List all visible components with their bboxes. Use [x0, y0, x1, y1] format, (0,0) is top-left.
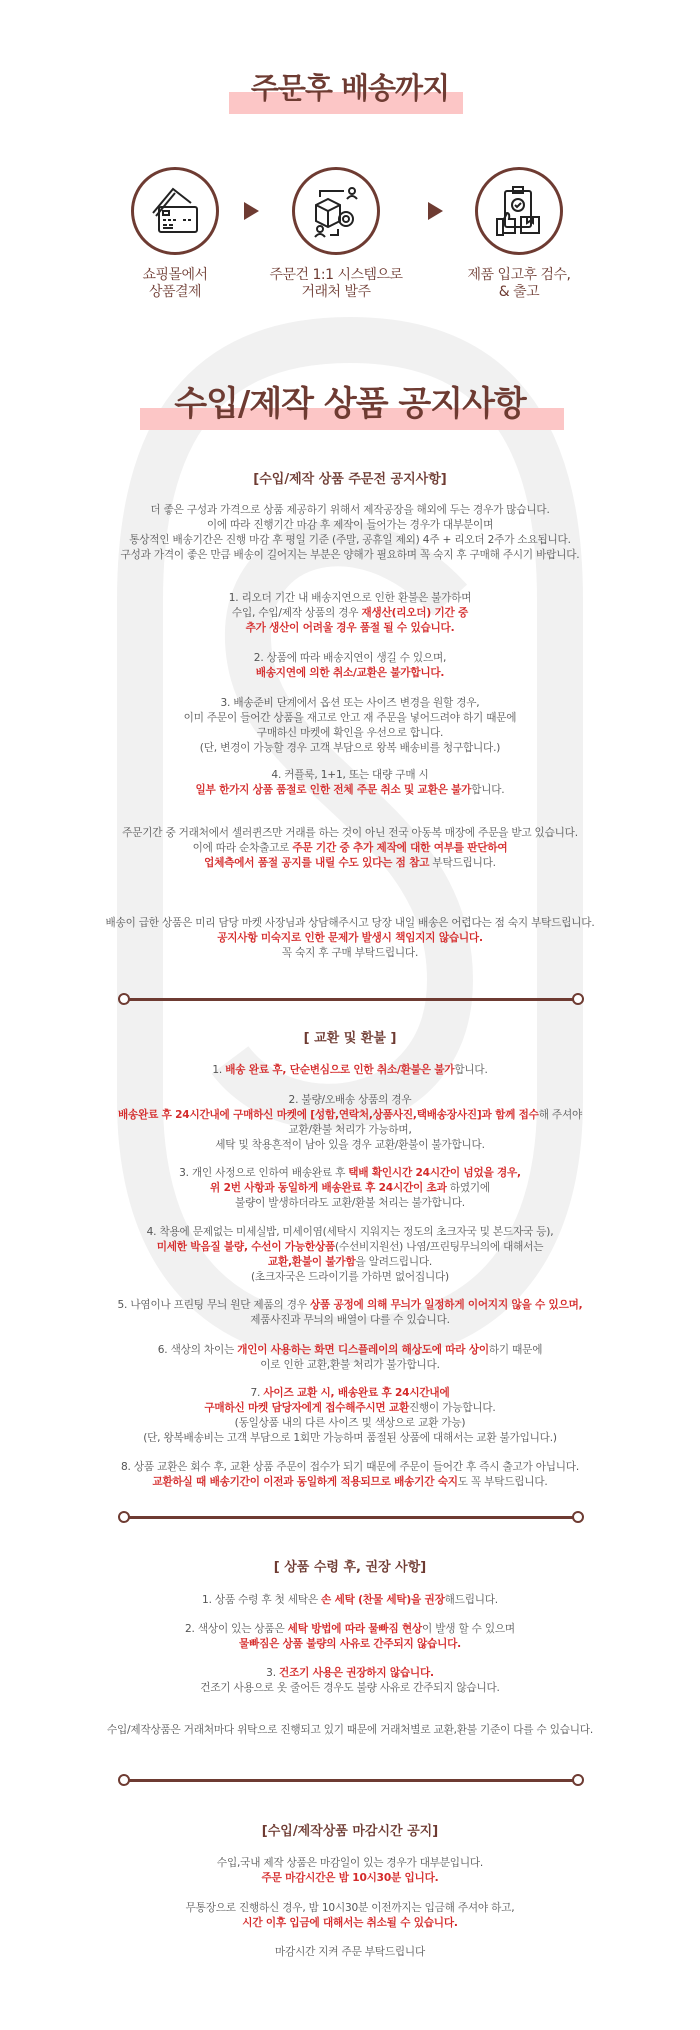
highlighted-text: 주문 기간 중 추가 제작에 대한 여부를 판단하여	[292, 842, 508, 854]
text-segment: 2. 상품에 따라 배송지연이 생길 수 있으며,	[253, 652, 447, 664]
order-period-notice	[0, 826, 700, 871]
highlighted-text: 상품 공정에 의해 무늬가 일정하게 이어지지 않을 수 있으며,	[309, 1299, 583, 1311]
text-line	[0, 1666, 700, 1681]
text-segment: 4. 커플룩, 1+1, 또는 대량 구매 시	[271, 769, 429, 781]
text-segment: 수입, 수입/제작 상품의 경우	[231, 607, 362, 619]
highlighted-text: 배송지연에 의한 취소/교환은 불가합니다.	[255, 667, 445, 679]
text-segment: 1. 리오더 기간 내 배송지연으로 인한 환불은 불가하며	[228, 592, 472, 604]
text-line	[0, 856, 700, 871]
text-segment: 1.	[212, 1064, 226, 1076]
text-line	[0, 1343, 700, 1358]
step-1-circle	[131, 167, 219, 255]
text-line	[0, 1123, 700, 1138]
text-segment: 8. 상품 교환은 회수 후, 교환 상품 주문이 접수가 되기 때문에 주문이 들어간 후 즉시 출고가 아닙니다.	[120, 1461, 580, 1473]
highlighted-text: 주문 마감시간은 밤 10시30분 입니다.	[261, 1872, 439, 1884]
exchange-heading: [ 교환 및 환불 ]	[303, 1031, 397, 1046]
text-segment: 합니다.	[454, 1064, 488, 1076]
next-step-arrow-icon	[244, 202, 259, 220]
credit-card-icon	[147, 183, 203, 239]
text-line	[0, 1166, 700, 1181]
highlighted-text: 사이즈 교환 시, 배송완료 후 24시간내에	[263, 1387, 450, 1399]
text-segment: 배송이 급한 상품은 미리 담당 마켓 사장님과 상담해주시고 당장 내일 배송은 어렵다는 점 숙지 부탁드립니다.	[105, 917, 595, 929]
step-label-line: 주문건 1:1 시스템으로	[269, 267, 403, 283]
step-1-label	[95, 267, 255, 301]
text-segment: 통상적인 배송기간은 진행 마감 후 평일 기준 (주말, 공휴일 제외) 4주 + 리오더 2주가 소요됩니다.	[129, 534, 571, 546]
text-segment: 해드립니다.	[444, 1594, 498, 1606]
text-line	[0, 1298, 700, 1313]
text-line	[0, 1416, 700, 1431]
text-line	[0, 621, 700, 636]
after-receipt-heading: [ 상품 수령 후, 권장 사항]	[273, 1560, 427, 1575]
text-line	[0, 1916, 700, 1931]
deadline-heading: [수입/제작상품 마감시간 공지]	[261, 1824, 439, 1839]
text-segment: 6. 색상의 차이는	[157, 1344, 238, 1356]
after-receipt-item-1	[0, 1593, 700, 1608]
step-2-circle	[292, 167, 380, 255]
highlighted-text: 추가 생산이 어려울 경우 품절 될 수 있습니다.	[245, 622, 455, 634]
text-segment: 을 알려드립니다.	[355, 1256, 433, 1268]
highlighted-text: 배송완료 후 24시간내에 구매하신 마켓에 [성함,연락처,상품사진,택배송장사진]과 함께 접수	[117, 1109, 539, 1121]
text-segment: (단, 왕복배송비는 고객 부담으로 1회만 가능하며 품절된 상품에 대해서는 교환 불가입니다.)	[143, 1432, 557, 1444]
text-line	[0, 1240, 700, 1255]
text-line	[0, 1431, 700, 1446]
pre-order-heading: [수입/제작 상품 주문전 공지사항]	[253, 472, 447, 487]
text-line	[0, 931, 700, 946]
text-segment: 마감시간 지켜 주문 부탁드립니다	[275, 1946, 425, 1958]
exchange-item-3	[0, 1166, 700, 1211]
text-segment: 이 발생 할 수 있으며	[422, 1623, 515, 1635]
highlighted-text: 개인이 사용하는 화면 디스플레이의 해상도에 따라 상이	[237, 1344, 489, 1356]
text-line	[0, 783, 700, 798]
text-line	[0, 1593, 700, 1608]
text-line	[0, 841, 700, 856]
text-segment: (동일상품 내의 다른 사이즈 및 색상으로 교환 가능)	[234, 1417, 466, 1429]
pre-order-item-1	[0, 591, 700, 636]
text-segment: 교환/환불 처리가 가능하며,	[288, 1124, 412, 1136]
text-line	[0, 1063, 700, 1078]
highlighted-text: 건조기 사용은 권장하지 않습니다.	[279, 1667, 434, 1679]
deadline-item-2	[0, 1901, 700, 1931]
highlighted-text: 구매하신 마켓 담당자에게 접수해주시면 교환	[204, 1402, 409, 1414]
text-segment: 4. 착용에 문제없는 미세실밥, 미세이염(세탁시 지워지는 정도의 초크자국 및 본드자국 등),	[146, 1226, 554, 1238]
text-line	[0, 741, 700, 756]
text-segment: 불량이 발생하더라도 교환/환불 처리는 불가합니다.	[235, 1197, 465, 1209]
exchange-item-5	[0, 1298, 700, 1328]
pre-order-intro	[0, 503, 700, 563]
text-segment: 무통장으로 진행하신 경우, 밤 10시30분 이전까지는 입금해 주셔야 하고,	[185, 1902, 515, 1914]
text-line	[0, 1475, 700, 1490]
text-line	[0, 826, 700, 841]
text-segment: 하기 때문에	[488, 1344, 543, 1356]
deadline-item-3	[0, 1945, 700, 1960]
text-segment: 3. 개인 사정으로 인하여 배송완료 후	[179, 1167, 349, 1179]
section-divider	[118, 1511, 584, 1523]
text-line	[0, 1358, 700, 1373]
text-line	[0, 503, 700, 518]
step-3-circle	[475, 167, 563, 255]
text-line	[0, 1093, 700, 1108]
text-segment: 제품사진과 무늬의 배열이 다를 수 있습니다.	[250, 1314, 450, 1326]
text-segment: (단, 변경이 가능할 경우 고객 부담으로 왕복 배송비를 청구합니다.)	[199, 742, 501, 754]
text-line	[0, 651, 700, 666]
step-2-label	[256, 267, 416, 301]
text-segment: 2. 색상이 있는 상품은	[185, 1623, 288, 1635]
text-segment: 건조기 사용으로 옷 줄어든 경우도 불량 사유로 간주되지 않습니다.	[200, 1682, 500, 1694]
step-label-line: 쇼핑몰에서	[142, 267, 208, 283]
text-segment: (수선비지원선) 나염/프린팅무늬의에 대해서는	[335, 1241, 544, 1253]
section-divider	[118, 1774, 584, 1786]
text-segment: 이에 따라 진행기간 마감 후 제작이 들어가는 경우가 대부분이며	[206, 519, 494, 531]
text-segment: 7.	[250, 1387, 264, 1399]
text-line	[0, 768, 700, 783]
text-segment: 3.	[266, 1667, 280, 1679]
text-segment: (초크자국은 드라이기를 가하면 없어집니다)	[251, 1271, 449, 1283]
text-line	[0, 711, 700, 726]
text-segment: 세탁 및 착용흔적이 남아 있을 경우 교환/환불이 불가합니다.	[215, 1139, 485, 1151]
after-receipt-item-3	[0, 1666, 700, 1696]
step-3-label	[439, 267, 599, 301]
vendor-policy-note	[0, 1723, 700, 1738]
text-line	[0, 946, 700, 961]
exchange-item-7	[0, 1386, 700, 1446]
deadline-item-1	[0, 1856, 700, 1886]
inspection-clipboard-icon	[491, 183, 547, 239]
text-line	[0, 1945, 700, 1960]
text-line	[0, 1313, 700, 1328]
highlighted-text: 배송 완료 후, 단순변심으로 인한 취소/환불은 불가	[225, 1064, 455, 1076]
step-label-line: 상품결제	[148, 284, 202, 300]
text-line	[0, 1138, 700, 1153]
text-line	[0, 1622, 700, 1637]
highlighted-text: 시간 이후 입금에 대해서는 취소될 수 있습니다.	[242, 1917, 458, 1929]
highlighted-text: 재생산(리오더) 기간 중	[361, 607, 469, 619]
highlighted-text: 세탁 방법에 따라 물빠짐 현상	[287, 1623, 423, 1635]
text-segment: 수입/제작상품은 거래처마다 위탁으로 진행되고 있기 때문에 거래처별로 교환,환불 기준이 다를 수 있습니다.	[106, 1724, 594, 1736]
highlighted-text: 교환,환불이 불가함	[267, 1256, 356, 1268]
text-segment: 하였기에	[446, 1182, 490, 1194]
highlighted-text: 물빠짐은 상품 불량의 사유로 간주되지 않습니다.	[239, 1638, 461, 1650]
text-segment: 주문기간 중 거래처에서 셀러퀸즈만 거래를 하는 것이 아닌 전국 아동복 매장에 주문을 받고 있습니다.	[122, 827, 578, 839]
text-line	[0, 548, 700, 563]
text-line	[0, 696, 700, 711]
pre-order-item-2	[0, 651, 700, 681]
text-line	[0, 1270, 700, 1285]
text-line	[0, 916, 700, 931]
notice-title: 수입/제작 상품 공지사항	[174, 384, 526, 424]
exchange-item-4	[0, 1225, 700, 1285]
step-label-line: 제품 입고후 검수,	[467, 267, 571, 283]
exchange-item-2	[0, 1093, 700, 1153]
text-line	[0, 1871, 700, 1886]
text-segment: 진행이 가능합니다.	[408, 1402, 496, 1414]
text-segment: 이미 주문이 들어간 상품을 재고로 안고 재 주문을 넣어드려야 하기 때문에	[183, 712, 517, 724]
highlighted-text: 일부 한가지 상품 품절로 인한 전체 주문 취소 및 교환은 불가	[195, 784, 472, 796]
text-line	[0, 591, 700, 606]
text-line	[0, 518, 700, 533]
text-line	[0, 606, 700, 621]
text-segment: 구매하신 마켓에 확인을 우선으로 합니다.	[256, 727, 444, 739]
text-segment: 5. 나염이나 프린팅 무늬 원단 제품의 경우	[117, 1299, 310, 1311]
text-line	[0, 1681, 700, 1696]
text-line	[0, 1225, 700, 1240]
section-divider	[118, 993, 584, 1005]
text-segment: 구성과 가격이 좋은 만큼 배송이 길어지는 부분은 양해가 필요하며 꼭 숙지 후 구매해 주시기 바랍니다.	[120, 549, 580, 561]
text-segment: 합니다.	[471, 784, 505, 796]
text-line	[0, 1108, 700, 1123]
text-segment: 1. 상품 수령 후 첫 세탁은	[202, 1594, 322, 1606]
text-segment: 해 주셔야	[538, 1109, 583, 1121]
text-segment: 이에 따라 순차출고로	[192, 842, 293, 854]
text-segment: 2. 불량/오배송 상품의 경우	[288, 1094, 412, 1106]
text-line	[0, 1386, 700, 1401]
process-title: 주문후 배송까지	[250, 71, 450, 105]
highlighted-text: 위 2번 사항과 동일하게 배송완료 후 24시간이 초과	[210, 1182, 447, 1194]
text-segment: 부탁드립니다.	[429, 857, 496, 869]
text-line	[0, 1181, 700, 1196]
text-line	[0, 1723, 700, 1738]
highlighted-text: 택배 확인시간 24시간이 넘었을 경우,	[348, 1167, 521, 1179]
text-line	[0, 1255, 700, 1270]
text-segment: 도 꼭 부탁드립니다.	[457, 1476, 548, 1488]
highlighted-text: 업체측에서 품절 공지를 내릴 수도 있다는 점 참고	[204, 857, 430, 869]
pre-order-item-3	[0, 696, 700, 756]
exchange-item-8	[0, 1460, 700, 1490]
text-segment: 꼭 숙지 후 구매 부탁드립니다.	[281, 947, 419, 959]
highlighted-text: 공지사항 미숙지로 인한 문제가 발생시 책임지지 않습니다.	[217, 932, 483, 944]
step-label-line: 거래처 발주	[301, 284, 371, 300]
text-line	[0, 726, 700, 741]
highlighted-text: 손 세탁 (찬물 세탁)을 권장	[321, 1594, 445, 1606]
text-segment: 수입,국내 제작 상품은 마감일이 있는 경우가 대부분입니다.	[216, 1857, 484, 1869]
highlighted-text: 교환하실 때 배송기간이 이전과 동일하게 적용되므로 배송기간 숙지	[152, 1476, 458, 1488]
highlighted-text: 미세한 박음질 불량, 수선이 가능한상품	[156, 1241, 336, 1253]
text-line	[0, 1856, 700, 1871]
text-line	[0, 1196, 700, 1211]
urgent-delivery-notice	[0, 916, 700, 961]
text-line	[0, 1460, 700, 1475]
exchange-item-1	[0, 1063, 700, 1078]
text-line	[0, 1401, 700, 1416]
text-segment: 더 좋은 구성과 가격으로 상품 제공하기 위해서 제작공장을 해외에 두는 경우가 많습니다.	[150, 504, 550, 516]
text-line	[0, 666, 700, 681]
exchange-item-6	[0, 1343, 700, 1373]
pre-order-item-4	[0, 768, 700, 798]
text-line	[0, 1901, 700, 1916]
text-segment: 3. 배송준비 단계에서 옵션 또는 사이즈 변경을 원할 경우,	[220, 697, 480, 709]
text-segment: 이로 인한 교환,환불 처리가 불가합니다.	[260, 1359, 440, 1371]
text-line	[0, 1637, 700, 1652]
text-line	[0, 533, 700, 548]
after-receipt-item-2	[0, 1622, 700, 1652]
order-system-icon	[308, 183, 364, 239]
next-step-arrow-icon	[428, 202, 443, 220]
step-label-line: & 출고	[498, 284, 540, 300]
